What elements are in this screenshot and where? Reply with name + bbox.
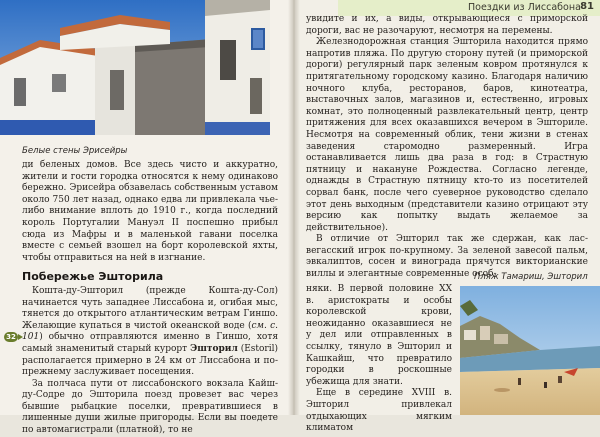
estoril-bold-term: Эшторил: [190, 343, 238, 354]
page-number: 81: [580, 1, 594, 12]
right-paragraph-3-cont: няки. В первой половине XX в. аристократы и особы королевской крови, неожиданно оказавшиеся не у дел или отправленных в ссылку, тянуло в Эшторил и Кашкайш, что превратило городки в роскошные убежища для знати.: [306, 284, 452, 387]
right-paragraph-1: увидите и их, а виды, открывающиеся с приморской дороги, вас не разочаруют, несмотря на перемены.: [306, 14, 588, 36]
left-paragraph-2: Кошта-ду-Эшторил (прежде Кошта-ду-Сол) начинается чуть западнее Лиссабона и, огибая мыс, тянется до открытого атлантическим ветрам Гиншо. Желающие купаться в чистой океанской воде (см. с. 101) обычно отправляются именно в Гиншо, хотя самый знаменитый старый курорт Эшторил (Estoril) располагается примерно в 24 км от Лиссабона и по-прежнему заслуживает посещения.: [22, 285, 279, 378]
left-paragraph-1: ди беленых домов. Все здесь чисто и аккуратно, жители и гости городка относятся к нему одинаково бережно. Эрисейра обзавелась собственным уставом около 750 лет назад, однако едва ли привлекала чье-либо внимание вплоть до 1910 г., когда последний король Португалии Мануэл II поспешно прибыл сюда из Мафры и в маленькой гавани поселка вместе с семьей взошел на борт королевской яхты, чтобы отправиться на ней в изгнание.: [22, 160, 278, 263]
running-header-title: Поездки из Лиссабона: [468, 2, 581, 13]
tamariz-beach-photo: [460, 286, 600, 415]
right-text-column: [306, 14, 588, 281]
right-paragraph-4: Еще в середине XVIII в. Эшторил привлекал отдыхающих мягким климатом: [306, 388, 452, 434]
ericeira-photo: [0, 0, 270, 135]
left-paragraph-3: За полчаса пути от лиссабонского вокзала Кайш-ду-Содре до Эшторила поезд провезет вас через бывшие рыбацкие поселки, превратившиеся в лишенные души жилые пригороды. Если вы поедете по автомагистрали (платной), то не: [22, 378, 278, 436]
left-text-column: [22, 160, 278, 437]
page-gutter: [288, 0, 300, 415]
right-paragraph-3: В отличие от Эшторил так же сдержан, как лас-вегасский игрок по-крупному. За зеленой завесой пальм, эвкалиптов, сосен и винограда прячутся викторианские виллы и элегантные современные особ-: [306, 234, 588, 280]
page-reference: см. с. 101: [22, 320, 278, 343]
right-paragraph-2: Железнодорожная станция Эшторила находится прямо напротив пляжа. По другую сторону путей (и приморской дороги) регулярный парк зеленым ковром протянулся к притягательному городскому казино. Благодаря наличию ночного клуба, ресторанов, баров, кинотеатра, выставочных залов, магазинов и, естественно, игровых комнат, это полноценный развлекательный центр, центр притяжения для всех оказавшихся вечером в Эшториле. Несмотря на современный облик, тени жизни в стенах заведения старомодно размеренный. Игра останавливается лишь два раза в год: в Страстную пятницу и накануне Рождества. Согласно легенде, однажды в Страстную пятницу кто-то из посетителей сорвал банк, после чего суеверное руководство сделало этот день выходным (представители казино отрицают эту версию как попытку выдать желаемое за действительное).: [306, 37, 588, 233]
beach-photo-caption: Пляж Тамариш, Эшторил: [474, 272, 588, 282]
ericeira-photo-caption: Белые стены Эрисейры: [22, 146, 128, 156]
section-heading-estoril-coast: Побережье Эшторила: [22, 270, 164, 284]
right-narrow-column: [306, 284, 452, 435]
map-marker-badge: 32: [4, 332, 18, 342]
